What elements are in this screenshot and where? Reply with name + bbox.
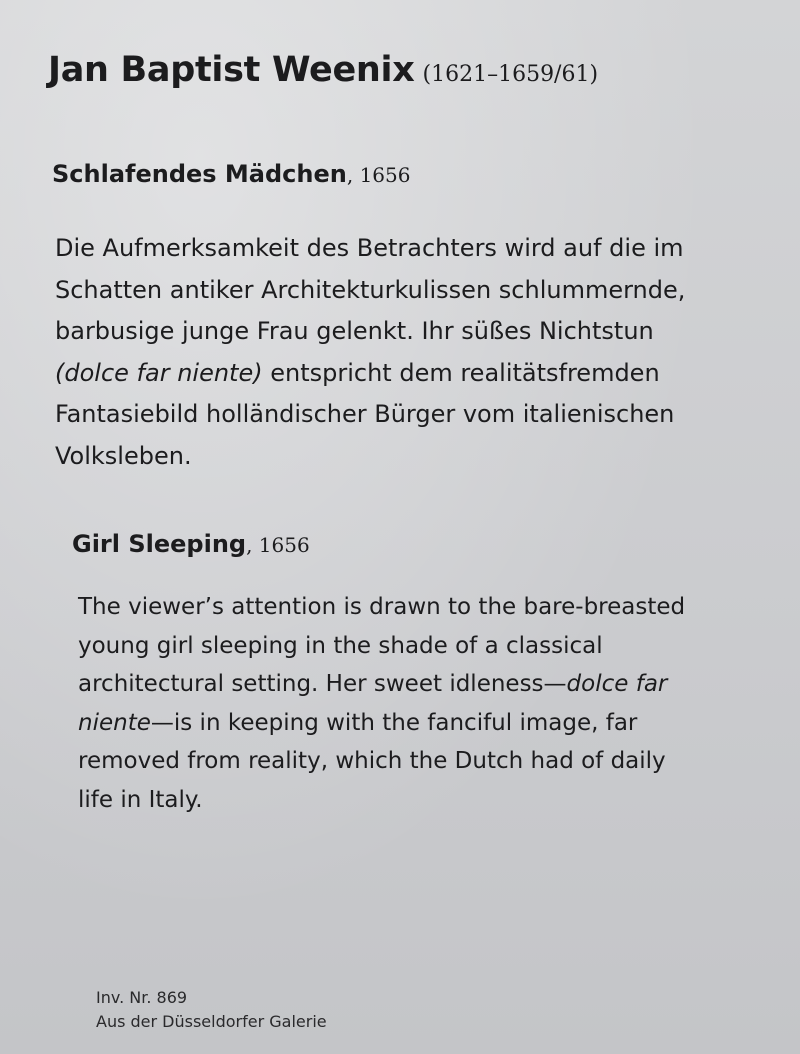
german-italic-phrase: (dolce far niente)	[55, 358, 263, 387]
artist-name: Jan Baptist Weenix	[48, 50, 415, 90]
english-line	[78, 665, 685, 704]
artist-heading	[48, 50, 598, 90]
artist-dates: (1621–1659/61)	[422, 62, 599, 87]
english-description	[78, 588, 685, 819]
german-title-text: Schlafendes Mädchen	[52, 160, 347, 188]
english-line	[78, 704, 685, 743]
german-line: Volksleben.	[55, 441, 192, 470]
english-line: The viewer’s attention is drawn to the bare-breasted	[78, 594, 686, 620]
inventory-info	[96, 986, 327, 1034]
english-italic-phrase: dolce far	[566, 671, 668, 697]
english-line-part: —is in keeping with the fanciful image, far	[150, 709, 638, 736]
german-line: Die Aufmerksamkeit des Betrachters wird auf die im	[55, 234, 684, 262]
german-line-rest: entspricht dem realitätsfremden	[262, 358, 660, 387]
english-italic-phrase: niente	[78, 709, 151, 736]
german-line: barbusige junge Frau gelenkt. Ihr süßes Nichtstun	[55, 317, 654, 345]
english-line: young girl sleeping in the shade of a classical	[78, 632, 603, 659]
inventory-number: Inv. Nr. 869	[96, 988, 188, 1007]
english-line: removed from reality, which the Dutch had of daily	[78, 748, 666, 774]
german-line	[55, 353, 685, 395]
provenance: Aus der Düsseldorfer Galerie	[96, 1012, 327, 1031]
german-line: Schatten antiker Architekturkulissen schlummernde,	[55, 275, 686, 304]
english-title-year: , 1656	[246, 533, 310, 557]
english-title-text: Girl Sleeping	[72, 530, 247, 558]
english-line-part: architectural setting. Her sweet idleness—	[78, 671, 567, 697]
german-description	[55, 228, 685, 477]
english-line: life in Italy.	[78, 786, 203, 813]
german-title	[52, 160, 410, 188]
german-title-year: , 1656	[346, 163, 411, 187]
english-title	[72, 530, 310, 558]
german-line: Fantasiebild holländischer Bürger vom italienischen	[55, 400, 675, 428]
